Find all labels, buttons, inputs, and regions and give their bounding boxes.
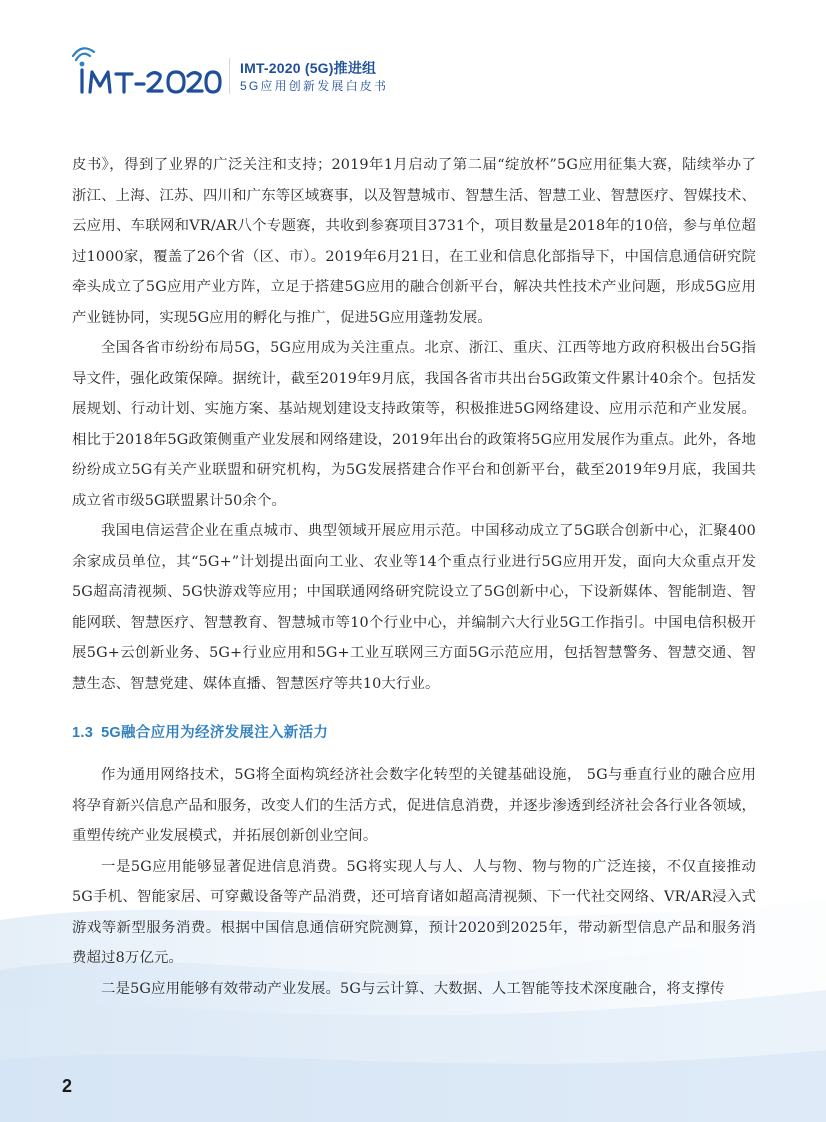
body-paragraph: 皮书》，得到了业界的广泛关注和支持；2019年1月启动了第二届“绽放杯”5G应用征集大赛，陆续举办了浙江、上海、江苏、四川和广东等区域赛事，以及智慧城市、智慧生活、智慧工业、智慧医疗、智媒技术、云应用、车联网和VR/AR八个专题赛，共收到参赛项目3731个，项目数量是2018年的10倍，参与单位超过1000家，覆盖了26个省（区、市）。2019年6月21日，在工业和信息化部指导下，中国信息通信研究院牵头成立了5G应用产业方阵，立足于搭建5G应用的融合创新平台，解决共性技术产业问题，形成5G应用产业链协同，实现5G应用的孵化与推广，促进5G应用蓬勃发展。 [72, 157, 756, 326]
page-number: 2 [62, 1076, 73, 1096]
body-paragraph: 全国各省市纷纷布局5G，5G应用成为关注重点。北京、浙江、重庆、江西等地方政府积极出台5G指导文件，强化政策保障。据统计，截至2019年9月底，我国各省市共出台5G政策文件累计40余个。包括发展规划、行动计划、实施方案、基站规划建设支持政策等，积极推进5G网络建设、应用示范和产业发展。相比于2018年5G政策侧重产业发展和网络建设，2019年出台的政策将5G应用发展作为重点。此外，各地纷纷成立5G有关产业联盟和研究机构，为5G发展搭建合作平台和创新平台，截至2019年9月底，我国共成立省市级5G联盟累计50余个。 [72, 340, 756, 509]
section-heading [72, 699, 756, 760]
page-header [72, 44, 472, 104]
header-divider [229, 58, 230, 94]
section-title: 5G融合应用为经济发展注入新活力 [101, 725, 329, 741]
body-paragraph: 作为通用网络技术，5G将全面构筑经济社会数字化转型的关键基础设施， 5G与垂直行业的融合应用将孕育新兴信息产品和服务，改变人们的生活方式，促进信息消费，并逐步渗透到经济社会各行业各领域，重塑传统产业发展模式，并拓展创新创业空间。 [72, 767, 756, 844]
body-paragraph: 我国电信运营企业在重点城市、典型领域开展应用示范。中国移动成立了5G联合创新中心，汇聚400余家成员单位，其“5G+”计划提出面向工业、农业等14个重点行业进行5G应用开发，面向大众重点开发5G超高清视频、5G快游戏等应用；中国联通网络研究院设立了5G创新中心，下设新媒体、智能制造、智能网联、智慧医疗、智慧教育、智慧城市等10个行业中心，并编制六大行业5G工作指引。中国电信积极开展5G+云创新业务、5G+行业应用和5G+工业互联网三方面5G示范应用，包括智慧警务、智慧交通、智慧生态、智慧党建、媒体直播、智慧医疗等共10大行业。 [72, 523, 756, 692]
page-content [72, 150, 756, 1004]
imt-2020-logo [72, 44, 222, 100]
header-subtitle: 5G应用创新发展白皮书 [240, 79, 389, 93]
header-title: IMT-2020 (5G)推进组 [240, 60, 377, 76]
body-paragraph: 一是5G应用能够显著促进信息消费。5G将实现人与人、人与物、物与物的广泛连接，不仅直接推动5G手机、智能家居、可穿戴设备等产品消费，还可培育诸如超高清视频、下一代社交网络、VR/AR浸入式游戏等新型服务消费。根据中国信息通信研究院测算，预计2020到2025年，带动新型信息产品和服务消费超过8万亿元。 [72, 858, 756, 966]
section-number: 1.3 [72, 725, 94, 741]
body-paragraph: 二是5G应用能够有效带动产业发展。5G与云计算、大数据、人工智能等技术深度融合，将支撑传 [101, 980, 725, 997]
